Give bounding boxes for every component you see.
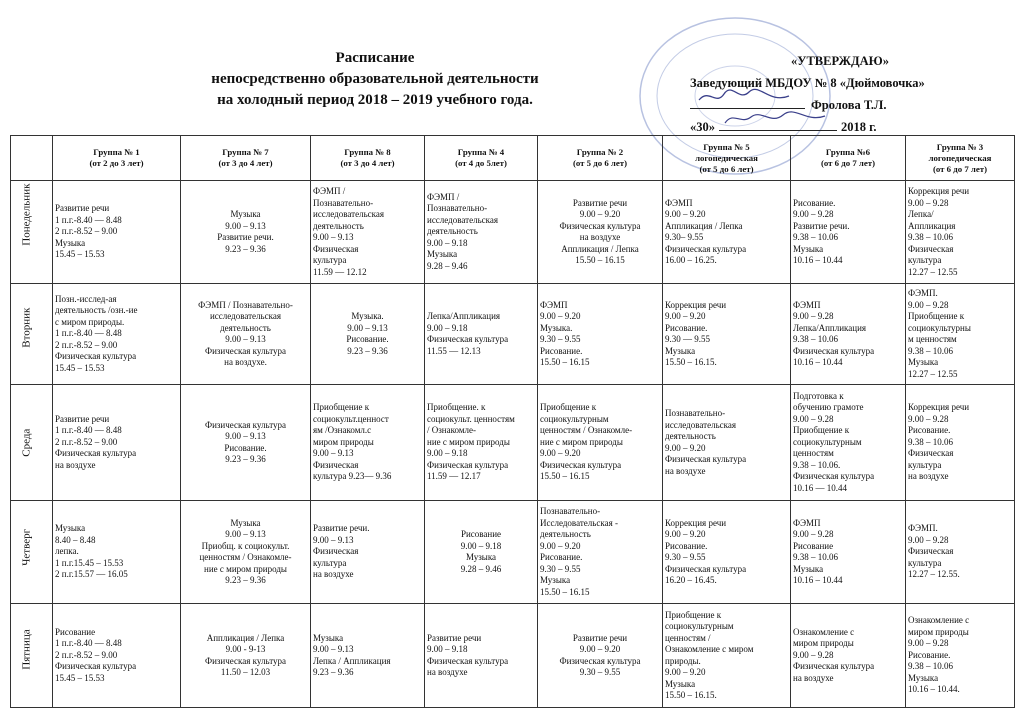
day-label: Вторник [20, 307, 33, 348]
day-label: Понедельник [20, 183, 33, 246]
approval-block [690, 50, 990, 138]
title-line-1: Расписание [335, 50, 415, 66]
day-cell [11, 284, 53, 385]
schedule-cell: Ознакомление с миром природы 9.00 – 9.28 Рисование. 9.38 – 10.06 Музыка 10.16 – 10.44. [906, 604, 1015, 708]
schedule-cell: Развитие речи. 9.00 – 9.13 Физическая культура на воздухе [311, 501, 425, 604]
schedule-cell: Коррекция речи 9.00 – 9.20 Рисование. 9.30 — 9.55 Музыка 15.50 – 16.15. [663, 284, 791, 385]
group-header: Группа № 8 (от 3 до 4 лет) [311, 136, 425, 181]
day-label: Четверг [20, 529, 33, 566]
table-row [11, 181, 1015, 284]
schedule-table [10, 135, 1015, 708]
date-year: 2018 г. [841, 120, 877, 134]
schedule-cell: Коррекция речи 9.00 – 9.28 Лепка/ Аппликация 9.38 – 10.06 Физическая культура 12.27 – 12.55 [906, 181, 1015, 284]
schedule-cell: ФЭМП 9.00 – 9.20 Музыка. 9.30 – 9.55 Рисование. 15.50 – 16.15 [538, 284, 663, 385]
day-label: Пятница [20, 629, 33, 670]
schedule-cell: Аппликация / Лепка 9.00 - 9-13 Физическая культура 11.50 – 12.03 [181, 604, 311, 708]
day-cell [11, 501, 53, 604]
schedule-cell: Развитие речи 1 п.г.-8.40 — 8.48 2 п.г.-8.52 – 9.00 Музыка 15.45 – 15.53 [53, 181, 181, 284]
schedule-cell: Музыка 9.00 – 9.13 Приобщ. к социокульт. ценностям / Ознакомле- ние с миром природы 9.23 – 9.36 [181, 501, 311, 604]
group-header: Группа № 4 (от 4 до 5лет) [425, 136, 538, 181]
schedule-cell: Приобщение к социокультурным ценностям / Ознакомле- ние с миром природы 9.00 – 9.20 Физическая культура 15.50 – 16.15 [538, 385, 663, 501]
schedule-cell: Приобщение. к социокульт. ценностям / Ознакомле- ние с миром природы 9.00 – 9.18 Физическая культура 11.59 — 12.17 [425, 385, 538, 501]
table-row [11, 385, 1015, 501]
schedule-cell: ФЭМП 9.00 – 9.20 Аппликация / Лепка 9.30– 9.55 Физическая культура 16.00 – 16.25. [663, 181, 791, 284]
schedule-cell: Физическая культура 9.00 – 9.13 Рисование. 9.23 – 9.36 [181, 385, 311, 501]
schedule-cell: Коррекция речи 9.00 – 9.28 Рисование. 9.38 – 10.06 Физическая культура на воздухе [906, 385, 1015, 501]
schedule-cell: Рисование 9.00 – 9.18 Музыка 9.28 – 9.46 [425, 501, 538, 604]
schedule-cell: Рисование. 9.00 – 9.28 Развитие речи. 9.38 – 10.06 Музыка 10.16 – 10.44 [791, 181, 906, 284]
day-label: Среда [20, 428, 33, 457]
date-day: «30» [690, 120, 715, 134]
group-header: Группа № 5 логопедическая (от 5 до 6 лет) [663, 136, 791, 181]
schedule-cell: Развитие речи 1 п.г.-8.40 — 8.48 2 п.г.-8.52 – 9.00 Физическая культура на воздухе [53, 385, 181, 501]
group-header: Группа №6 (от 6 до 7 лет) [791, 136, 906, 181]
group-header: Группа № 2 (от 5 до 6 лет) [538, 136, 663, 181]
schedule-cell: ФЭМП. 9.00 – 9.28 Приобщение к социокультурны м ценностям 9.38 – 10.06 Музыка 12.27 – 12.55 [906, 284, 1015, 385]
schedule-cell: Коррекция речи 9.00 – 9.20 Рисование. 9.30 – 9.55 Физическая культура 16.20 – 16.45. [663, 501, 791, 604]
day-cell [11, 385, 53, 501]
schedule-cell: Позн.-исслед-ая деятельность /озн.-ие с миром природы. 1 п.г.-8.40 — 8.48 2 п.г.-8.52 – 9.00 Физическая культура 15.45 – 15.53 [53, 284, 181, 385]
schedule-cell: Музыка 9.00 – 9.13 Развитие речи. 9.23 – 9.36 [181, 181, 311, 284]
date-month-handwriting-icon [719, 116, 837, 131]
table-row [11, 604, 1015, 708]
schedule-cell: Музыка 8.40 – 8.48 лепка. 1 п.г.15.45 – 15.53 2 п.г.15.57 — 16.05 [53, 501, 181, 604]
schedule-cell: ФЭМП / Познавательно- исследовательская деятельность 9.00 – 9.13 Физическая культура 11.59 — 12.12 [311, 181, 425, 284]
schedule-cell: ФЭМП 9.00 – 9.28 Лепка/Аппликация 9.38 – 10.06 Физическая культура 10.16 – 10.44 [791, 284, 906, 385]
schedule-cell: ФЭМП 9.00 – 9.28 Рисование 9.38 – 10.06 Музыка 10.16 – 10.44 [791, 501, 906, 604]
group-header: Группа № 3 логопедическая (от 6 до 7 лет) [906, 136, 1015, 181]
header-row [11, 136, 1015, 181]
schedule-cell: Музыка. 9.00 – 9.13 Рисование. 9.23 – 9.36 [311, 284, 425, 385]
corner-cell [11, 136, 53, 181]
schedule-cell: Развитие речи 9.00 – 9.18 Физическая культура на воздухе [425, 604, 538, 708]
group-header: Группа № 7 (от 3 до 4 лет) [181, 136, 311, 181]
approve-label: «УТВЕРЖДАЮ» [791, 54, 889, 68]
schedule-cell: Приобщение к социокультурным ценностям / Ознакомление с миром природы. 9.00 – 9.20 Музыка 15.50 – 16.15. [663, 604, 791, 708]
table-row [11, 284, 1015, 385]
head-position: Заведующий МБДОУ № 8 «Дюймовочка» [690, 76, 925, 90]
group-header: Группа № 1 (от 2 до 3 лет) [53, 136, 181, 181]
schedule-cell: ФЭМП / Познавательно- исследовательская деятельность 9.00 – 9.13 Физическая культура на воздухе. [181, 284, 311, 385]
schedule-cell: ФЭМП / Познавательно- исследовательская деятельность 9.00 – 9.18 Музыка 9.28 – 9.46 [425, 181, 538, 284]
schedule-cell: Развитие речи 9.00 – 9.20 Физическая культура 9.30 – 9.55 [538, 604, 663, 708]
schedule-cell: Подготовка к обучению грамоте 9.00 – 9.28 Приобщение к социокультурным ценностям 9.38 – 10.06. Физическая культура 10.16 — 10.44 [791, 385, 906, 501]
schedule-cell: Ознакомление с миром природы 9.00 – 9.28 Физическая культура на воздухе [791, 604, 906, 708]
schedule-cell: Познавательно- исследовательская деятельность 9.00 – 9.20 Физическая культура на воздухе [663, 385, 791, 501]
schedule-cell: Музыка 9.00 – 9.13 Лепка / Аппликация 9.23 – 9.36 [311, 604, 425, 708]
schedule-title [150, 48, 600, 111]
schedule-cell: ФЭМП. 9.00 – 9.28 Физическая культура 12.27 – 12.55. [906, 501, 1015, 604]
day-cell [11, 604, 53, 708]
day-cell [11, 181, 53, 284]
title-line-3: на холодный период 2018 – 2019 учебного года. [217, 92, 533, 108]
schedule-cell: Лепка/Аппликация 9.00 – 9.18 Физическая культура 11.55 — 12.13 [425, 284, 538, 385]
title-line-2: непосредственно образовательной деятельности [211, 71, 539, 87]
schedule-cell: Рисование 1 п.г.-8.40 — 8.48 2 п.г.-8.52 – 9.00 Физическая культура 15.45 – 15.53 [53, 604, 181, 708]
schedule-cell: Приобщение к социокульт.ценност ям /Ознакомл.с миром природы 9.00 – 9.13 Физическая культура 9.23— 9.36 [311, 385, 425, 501]
head-name: Фролова Т.Л. [811, 98, 887, 112]
table-row [11, 501, 1015, 604]
schedule-cell: Познавательно- Исследовательская - деятельность 9.00 – 9.20 Рисование. 9.30 – 9.55 Музыка 15.50 – 16.15 [538, 501, 663, 604]
schedule-cell: Развитие речи 9.00 – 9.20 Физическая культура на воздухе Аппликация / Лепка 15.50 – 16.15 [538, 181, 663, 284]
